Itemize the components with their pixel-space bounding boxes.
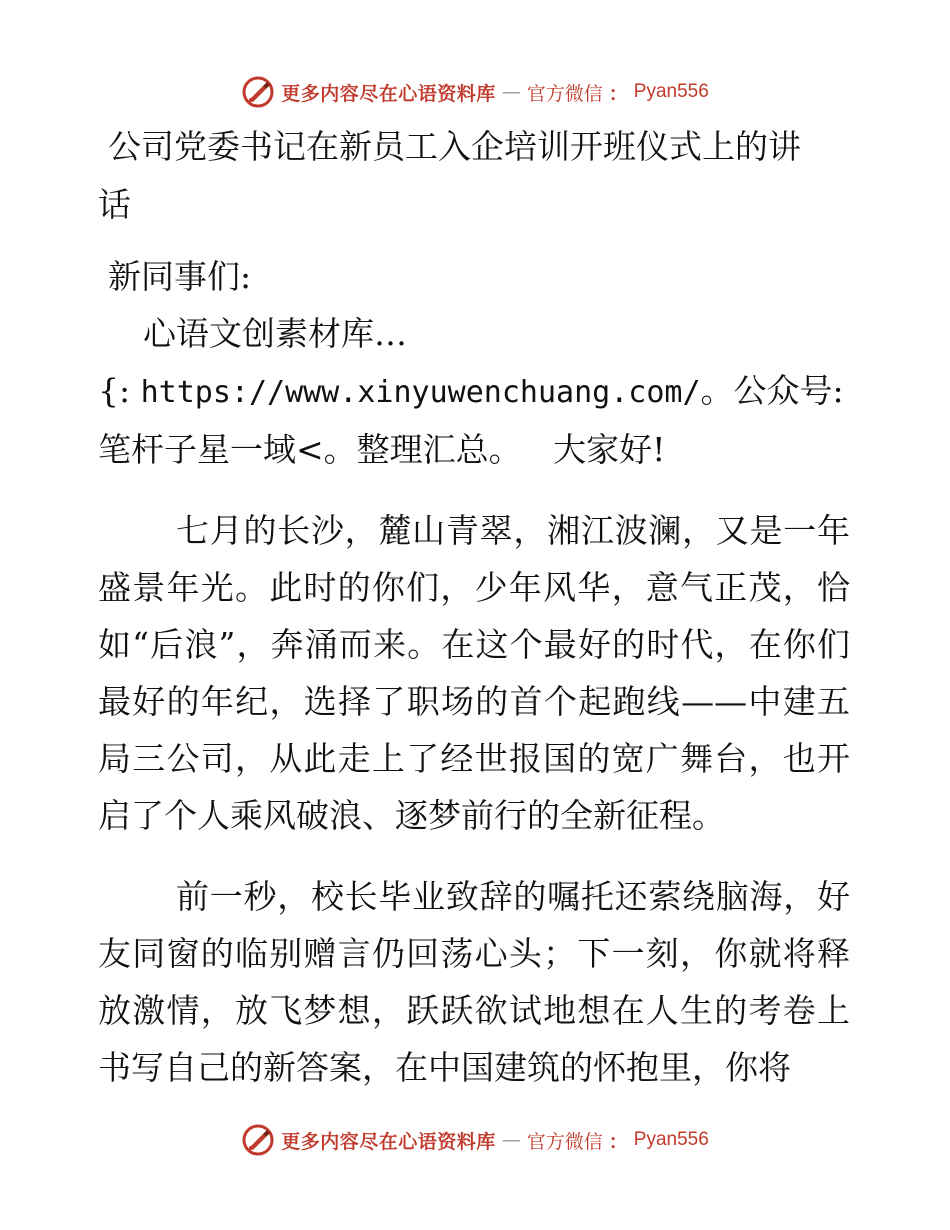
red-pen-seal-icon	[241, 75, 275, 109]
intro-suffix: 。公众号:	[700, 371, 844, 410]
banner-main-text: 更多内容尽在心语资料库	[281, 82, 496, 105]
title-line-2: 话	[98, 185, 131, 224]
banner-wechat-label: 官方微信	[526, 1130, 603, 1153]
banner-dash: —	[501, 81, 521, 103]
banner-dash: —	[501, 1129, 521, 1151]
intro-line-2	[98, 362, 850, 421]
greeting: 新同事们:	[108, 257, 252, 296]
intro-line-3: 笔杆子星一域<。整理汇总。 大家好!	[98, 430, 666, 469]
title-line-1: 公司党委书记在新员工入企培训开班仪式上的讲	[108, 127, 801, 166]
red-pen-seal-icon	[241, 1123, 275, 1157]
paragraph-2: 前一秒，校长毕业致辞的嘱托还萦绕脑海，好友同窗的临别赠言仍回荡心头；下一刻，你就将释放激情，放飞梦想，跃跃欲试地想在人生的考卷上书写自己的新答案，在中国建筑的怀抱里，你将	[98, 877, 850, 1087]
paragraph-1: 七月的长沙，麓山青翠，湘江波澜，又是一年盛景年光。此时的你们，少年风华，意气正茂，恰如“后浪”，奔涌而来。在这个最好的时代，在你们最好的年纪，选择了职场的首个起跑线——中建五局三公司，从此走上了经世报国的宽广舞台，也开启了个人乘风破浪、逐梦前行的全新征程。	[98, 511, 850, 835]
banner-separator: ：	[608, 82, 628, 105]
banner-wechat-id: Pyan556	[633, 1129, 709, 1150]
document-body	[98, 118, 850, 1096]
banner-separator: ：	[608, 1130, 628, 1153]
banner-wechat-label: 官方微信	[526, 82, 603, 105]
document-title	[98, 118, 850, 234]
intro-url: https://www.xinyuwenchuang.com/	[140, 375, 701, 410]
footer-banner	[0, 1118, 950, 1162]
intro-prefix: {:	[98, 371, 141, 410]
banner-wechat-id: Pyan556	[633, 81, 709, 102]
intro-line-1: 心语文创素材库…	[143, 314, 407, 353]
banner-main-text: 更多内容尽在心语资料库	[281, 1130, 496, 1153]
header-banner	[0, 70, 950, 114]
